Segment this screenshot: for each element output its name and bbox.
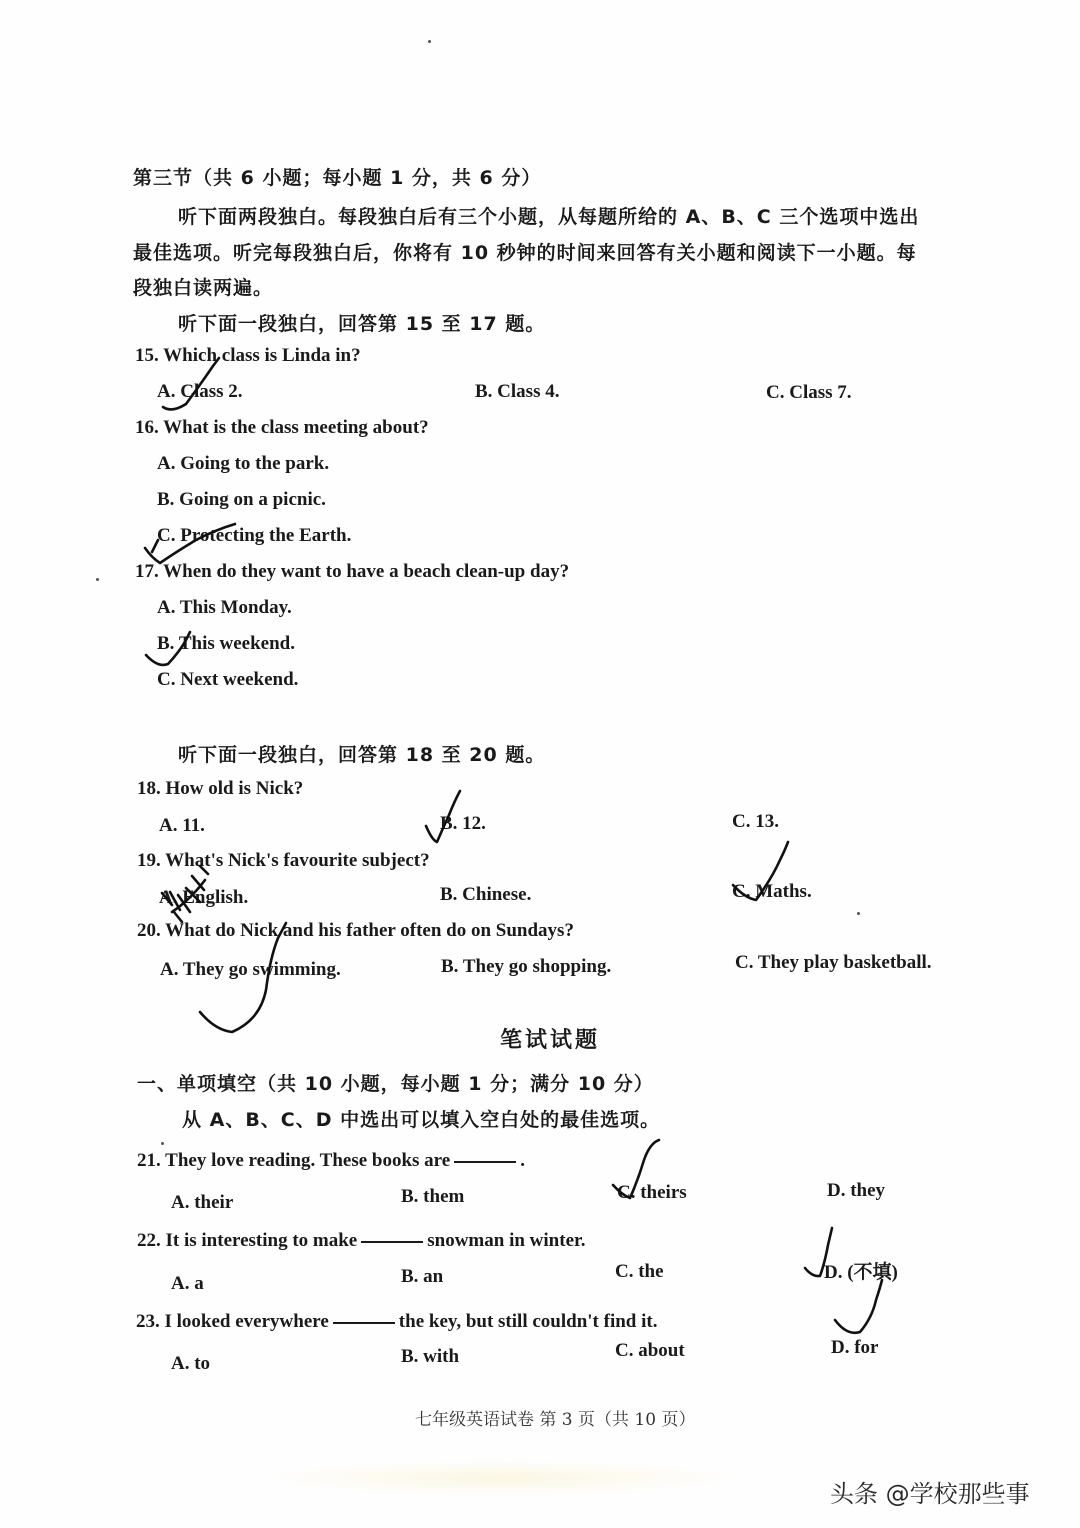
option-15-c: C. Class 7. — [766, 382, 852, 403]
option-22-a: A. a — [171, 1273, 204, 1294]
option-20-c: C. They play basketball. — [735, 952, 932, 973]
monologue-intro: 听下面一段独白，回答第 15 至 17 题。 — [178, 313, 546, 335]
option-18-a: A. 11. — [159, 815, 205, 836]
option-16-a: A. Going to the park. — [157, 453, 330, 474]
option-19-c: C. Maths. — [732, 881, 812, 902]
question-20: 20. What do Nick and his father often do on Sundays? — [137, 920, 574, 941]
question-22: 22. It is interesting to make snowman in winter. — [137, 1230, 586, 1251]
section-heading: 第三节（共 6 小题；每小题 1 分，共 6 分） — [133, 167, 542, 189]
option-20-a: A. They go swimming. — [160, 959, 341, 980]
option-21-c: C. theirs — [617, 1182, 687, 1203]
answer-blank — [454, 1161, 516, 1163]
option-20-b: B. They go shopping. — [441, 956, 612, 977]
speck — [857, 912, 860, 915]
option-15-a: A. Class 2. — [157, 381, 243, 402]
option-23-c: C. about — [615, 1340, 685, 1361]
option-17-b: B. This weekend. — [157, 633, 295, 654]
instructions-line: 最佳选项。听完每段独白后，你将有 10 秒钟的时间来回答有关小题和阅读下一小题。每 — [133, 242, 917, 264]
question-19: 19. What's Nick's favourite subject? — [137, 850, 430, 871]
written-section-title: 笔试试题 — [500, 1028, 601, 1053]
question-23: 23. I looked everywhere the key, but still couldn't find it. — [136, 1311, 658, 1332]
option-22-d: D. (不填) — [824, 1262, 898, 1283]
part1-heading: 一、单项填空（共 10 小题，每小题 1 分；满分 10 分） — [137, 1073, 654, 1095]
option-17-c: C. Next weekend. — [157, 669, 299, 690]
option-22-c: C. the — [615, 1261, 664, 1282]
option-23-b: B. with — [401, 1346, 460, 1367]
question-18: 18. How old is Nick? — [137, 778, 304, 799]
option-19-a: A. English. — [159, 887, 249, 908]
option-16-c: C. Protecting the Earth. — [157, 525, 352, 546]
option-23-a: A. to — [171, 1353, 211, 1374]
option-17-a: A. This Monday. — [157, 597, 292, 618]
option-18-c: C. 13. — [732, 811, 779, 832]
monologue-intro: 听下面一段独白，回答第 18 至 20 题。 — [178, 744, 546, 766]
option-15-b: B. Class 4. — [475, 381, 560, 402]
option-21-a: A. their — [171, 1192, 234, 1213]
option-22-b: B. an — [401, 1266, 444, 1287]
check-mark-icon — [835, 1280, 882, 1333]
option-21-d: D. they — [827, 1180, 886, 1201]
speck — [161, 1142, 164, 1145]
option-18-b: B. 12. — [440, 813, 486, 834]
question-15: 15. Which class is Linda in? — [135, 345, 361, 366]
part1-instructions: 从 A、B、C、D 中选出可以填入空白处的最佳选项。 — [182, 1109, 661, 1131]
question-17: 17. When do they want to have a beach clean-up day? — [135, 561, 570, 582]
instructions-line: 听下面两段独白。每段独白后有三个小题，从每题所给的 A、B、C 三个选项中选出 — [178, 206, 920, 228]
option-16-b: B. Going on a picnic. — [157, 489, 326, 510]
speck — [96, 578, 99, 581]
speck — [428, 40, 431, 43]
watermark: 头条 @学校那些事 — [830, 1480, 1030, 1508]
answer-blank — [333, 1322, 395, 1324]
option-19-b: B. Chinese. — [440, 884, 532, 905]
paper-smudge — [260, 1460, 740, 1496]
question-21: 21. They love reading. These books are . — [137, 1150, 525, 1171]
instructions-line: 段独白读两遍。 — [133, 277, 274, 299]
option-23-d: D. for — [831, 1337, 879, 1358]
page-footer: 七年级英语试卷 第 3 页（共 10 页） — [415, 1410, 696, 1430]
option-21-b: B. them — [401, 1186, 465, 1207]
answer-blank — [361, 1241, 423, 1243]
question-16: 16. What is the class meeting about? — [135, 417, 429, 438]
